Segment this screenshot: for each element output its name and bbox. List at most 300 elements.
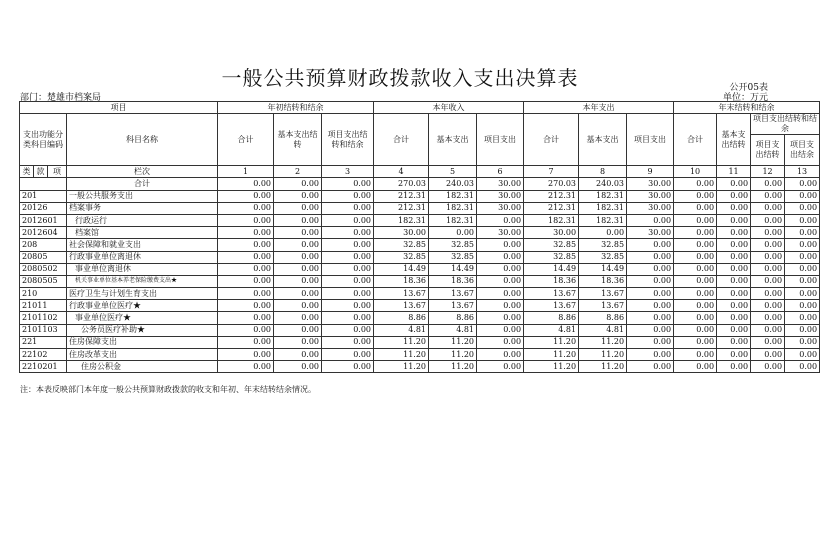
row-value: 0.00: [218, 288, 274, 300]
row-value: 0.00: [429, 227, 477, 239]
row-value: 0.00: [717, 251, 751, 263]
row-value: 0.00: [477, 251, 524, 263]
row-value: 0.00: [785, 263, 820, 275]
row-value: 32.85: [429, 251, 477, 263]
table-row: [20, 214, 820, 226]
row-value: 32.85: [579, 251, 627, 263]
row-value: 0.00: [717, 312, 751, 324]
col-number: 7: [524, 166, 579, 178]
row-value: 0.00: [218, 361, 274, 373]
row-value: 0.00: [785, 300, 820, 312]
row-code: [20, 178, 67, 190]
row-value: 0.00: [674, 202, 717, 214]
col-number: 6: [477, 166, 524, 178]
row-value: 0.00: [785, 227, 820, 239]
row-subject-name: 行政运行: [67, 214, 218, 226]
row-value: 0.00: [274, 349, 322, 361]
row-value: 0.00: [477, 263, 524, 275]
row-value: 0.00: [785, 214, 820, 226]
table-row: [20, 178, 820, 190]
row-value: 30.00: [477, 202, 524, 214]
row-value: 0.00: [274, 275, 322, 287]
row-code: 2210201: [20, 361, 67, 373]
row-value: 0.00: [674, 324, 717, 336]
row-value: 0.00: [717, 349, 751, 361]
row-value: 0.00: [751, 178, 785, 190]
row-value: 0.00: [717, 227, 751, 239]
row-value: 11.20: [374, 361, 429, 373]
row-value: 0.00: [218, 336, 274, 348]
row-value: 30.00: [524, 227, 579, 239]
row-value: 0.00: [218, 202, 274, 214]
row-value: 0.00: [751, 227, 785, 239]
row-value: 0.00: [674, 288, 717, 300]
table-row: [20, 227, 820, 239]
row-value: 0.00: [627, 361, 674, 373]
row-value: 0.00: [627, 251, 674, 263]
row-value: 0.00: [785, 239, 820, 251]
col-number: 10: [674, 166, 717, 178]
row-code: 221: [20, 336, 67, 348]
row-value: 0.00: [717, 336, 751, 348]
row-value: 0.00: [751, 190, 785, 202]
row-value: 11.20: [579, 361, 627, 373]
row-value: 0.00: [674, 251, 717, 263]
row-subject-name: 事业单位医疗★: [67, 312, 218, 324]
row-value: 0.00: [322, 263, 374, 275]
row-value: 0.00: [274, 214, 322, 226]
row-value: 32.85: [524, 239, 579, 251]
row-value: 0.00: [674, 263, 717, 275]
row-value: 0.00: [218, 300, 274, 312]
row-value: 0.00: [717, 202, 751, 214]
row-value: 0.00: [627, 263, 674, 275]
footnote: 注：本表反映部门本年度一般公共预算财政拨款的收支和年初、年末结转结余情况。: [20, 385, 316, 394]
row-value: 0.00: [274, 239, 322, 251]
row-code: 2101103: [20, 324, 67, 336]
row-subject-name: 机关事业单位基本养老保险缴费支出★: [67, 275, 218, 287]
row-subject-name: 一般公共服务支出: [67, 190, 218, 202]
row-value: 14.49: [429, 263, 477, 275]
row-value: 8.86: [374, 312, 429, 324]
row-value: 0.00: [322, 349, 374, 361]
row-value: 0.00: [218, 263, 274, 275]
table-row: [20, 202, 820, 214]
row-value: 13.67: [579, 288, 627, 300]
col-number: 12: [751, 166, 785, 178]
row-value: 0.00: [627, 336, 674, 348]
col-number: 3: [322, 166, 374, 178]
header-closing-total: 合计: [674, 114, 717, 166]
row-value: 240.03: [579, 178, 627, 190]
row-value: 0.00: [785, 324, 820, 336]
row-value: 0.00: [274, 251, 322, 263]
row-value: 0.00: [785, 202, 820, 214]
row-value: 0.00: [477, 300, 524, 312]
row-value: 11.20: [524, 349, 579, 361]
row-code: 20126: [20, 202, 67, 214]
header-lei: 类: [20, 166, 34, 178]
row-value: 0.00: [717, 275, 751, 287]
row-value: 0.00: [477, 288, 524, 300]
row-value: 0.00: [785, 288, 820, 300]
row-value: 18.36: [374, 275, 429, 287]
header-func-code: 支出功能分类科目编码: [20, 114, 67, 166]
row-value: 240.03: [429, 178, 477, 190]
row-value: 0.00: [274, 227, 322, 239]
row-value: 0.00: [477, 349, 524, 361]
row-value: 0.00: [477, 336, 524, 348]
row-value: 8.86: [524, 312, 579, 324]
header-closing-basic: 基本支出结转: [717, 114, 751, 166]
row-value: 0.00: [477, 312, 524, 324]
row-subject-name: 医疗卫生与计划生育支出: [67, 288, 218, 300]
row-value: 0.00: [218, 324, 274, 336]
row-value: 14.49: [524, 263, 579, 275]
row-subject-name: 行政事业单位医疗★: [67, 300, 218, 312]
row-value: 0.00: [218, 312, 274, 324]
row-value: 0.00: [322, 288, 374, 300]
col-number: 8: [579, 166, 627, 178]
header-income-project: 项目支出: [477, 114, 524, 166]
row-value: 0.00: [322, 190, 374, 202]
row-value: 0.00: [218, 349, 274, 361]
row-value: 0.00: [785, 349, 820, 361]
row-value: 0.00: [785, 275, 820, 287]
row-value: 182.31: [374, 214, 429, 226]
row-value: 0.00: [322, 251, 374, 263]
row-code: 22102: [20, 349, 67, 361]
row-code: 21011: [20, 300, 67, 312]
col-number: 1: [218, 166, 274, 178]
row-value: 32.85: [579, 239, 627, 251]
row-subject-name: 社会保障和就业支出: [67, 239, 218, 251]
row-value: 18.36: [524, 275, 579, 287]
row-value: 0.00: [751, 263, 785, 275]
row-value: 0.00: [477, 214, 524, 226]
header-lanci: 栏次: [67, 166, 218, 178]
row-subject-name: 住房保障支出: [67, 336, 218, 348]
unit-label: 单位：万元: [722, 93, 768, 103]
header-expense-project: 项目支出: [627, 114, 674, 166]
row-value: 18.36: [579, 275, 627, 287]
row-value: 30.00: [477, 227, 524, 239]
row-value: 30.00: [627, 190, 674, 202]
row-value: 0.00: [274, 190, 322, 202]
row-value: 182.31: [429, 202, 477, 214]
row-value: 0.00: [579, 227, 627, 239]
col-number: 13: [785, 166, 820, 178]
row-value: 0.00: [785, 336, 820, 348]
row-code: 208: [20, 239, 67, 251]
row-value: 0.00: [218, 227, 274, 239]
row-value: 4.81: [374, 324, 429, 336]
row-value: 0.00: [274, 312, 322, 324]
row-value: 8.86: [579, 312, 627, 324]
row-value: 0.00: [477, 239, 524, 251]
row-value: 182.31: [429, 214, 477, 226]
table-row: [20, 275, 820, 287]
row-value: 11.20: [429, 336, 477, 348]
row-value: 0.00: [627, 239, 674, 251]
row-value: 11.20: [429, 361, 477, 373]
row-value: 11.20: [429, 349, 477, 361]
header-expense: 本年支出: [524, 102, 674, 114]
row-code: 2080505: [20, 275, 67, 287]
header-expense-total: 合计: [524, 114, 579, 166]
row-value: 32.85: [524, 251, 579, 263]
row-value: 0.00: [218, 178, 274, 190]
row-value: 0.00: [785, 178, 820, 190]
row-value: 270.03: [374, 178, 429, 190]
department-label: 部门：楚雄市档案局: [20, 93, 102, 103]
row-value: 0.00: [322, 336, 374, 348]
table-row: [20, 336, 820, 348]
row-value: 30.00: [627, 227, 674, 239]
row-value: 0.00: [674, 312, 717, 324]
row-value: 0.00: [322, 275, 374, 287]
row-value: 0.00: [322, 239, 374, 251]
col-number: 2: [274, 166, 322, 178]
header-income: 本年收入: [374, 102, 524, 114]
row-value: 0.00: [751, 251, 785, 263]
row-value: 0.00: [717, 190, 751, 202]
row-value: 0.00: [751, 288, 785, 300]
table-row: [20, 251, 820, 263]
row-value: 13.67: [429, 300, 477, 312]
row-value: 0.00: [627, 349, 674, 361]
row-value: 0.00: [751, 202, 785, 214]
row-value: 0.00: [477, 275, 524, 287]
row-code: 201: [20, 190, 67, 202]
row-value: 0.00: [274, 324, 322, 336]
row-value: 30.00: [477, 190, 524, 202]
row-value: 4.81: [579, 324, 627, 336]
row-value: 0.00: [751, 312, 785, 324]
row-value: 0.00: [785, 361, 820, 373]
row-value: 0.00: [627, 312, 674, 324]
row-value: 0.00: [322, 227, 374, 239]
row-value: 32.85: [374, 251, 429, 263]
row-value: 0.00: [717, 324, 751, 336]
row-value: 0.00: [674, 275, 717, 287]
row-value: 11.20: [579, 349, 627, 361]
row-value: 0.00: [627, 214, 674, 226]
row-value: 0.00: [785, 251, 820, 263]
col-number: 5: [429, 166, 477, 178]
row-value: 212.31: [524, 202, 579, 214]
row-value: 0.00: [751, 349, 785, 361]
row-value: 0.00: [274, 288, 322, 300]
row-value: 0.00: [627, 300, 674, 312]
row-subject-name: 合计: [67, 178, 218, 190]
row-value: 0.00: [218, 251, 274, 263]
row-value: 4.81: [429, 324, 477, 336]
row-value: 0.00: [627, 324, 674, 336]
budget-table: [19, 101, 820, 373]
table-header: [20, 102, 820, 178]
row-value: 0.00: [274, 263, 322, 275]
table-row: [20, 300, 820, 312]
row-value: 13.67: [579, 300, 627, 312]
row-value: 0.00: [477, 324, 524, 336]
header-opening-project: 项目支出结转和结余: [322, 114, 374, 166]
row-value: 0.00: [674, 349, 717, 361]
row-value: 182.31: [524, 214, 579, 226]
table-row: [20, 239, 820, 251]
row-value: 14.49: [374, 263, 429, 275]
row-value: 212.31: [524, 190, 579, 202]
row-value: 0.00: [674, 361, 717, 373]
row-value: 0.00: [218, 190, 274, 202]
row-value: 32.85: [374, 239, 429, 251]
row-value: 0.00: [627, 275, 674, 287]
row-value: 0.00: [674, 178, 717, 190]
row-value: 0.00: [674, 300, 717, 312]
row-value: 0.00: [274, 300, 322, 312]
row-value: 14.49: [579, 263, 627, 275]
row-value: 0.00: [274, 361, 322, 373]
row-subject-name: 档案馆: [67, 227, 218, 239]
row-value: 0.00: [674, 239, 717, 251]
header-project-balance: 项目支出结余: [785, 135, 820, 166]
row-value: 0.00: [322, 300, 374, 312]
header-income-basic: 基本支出: [429, 114, 477, 166]
row-value: 0.00: [751, 214, 785, 226]
row-value: 18.36: [429, 275, 477, 287]
row-value: 0.00: [751, 361, 785, 373]
row-value: 0.00: [274, 202, 322, 214]
row-subject-name: 住房公积金: [67, 361, 218, 373]
row-value: 182.31: [579, 202, 627, 214]
row-value: 13.67: [374, 288, 429, 300]
row-code: 2080502: [20, 263, 67, 275]
row-value: 0.00: [674, 227, 717, 239]
row-value: 11.20: [374, 349, 429, 361]
header-income-total: 合计: [374, 114, 429, 166]
row-value: 0.00: [322, 178, 374, 190]
table-row: [20, 361, 820, 373]
row-value: 0.00: [274, 336, 322, 348]
row-value: 0.00: [477, 361, 524, 373]
row-value: 13.67: [374, 300, 429, 312]
row-value: 0.00: [717, 214, 751, 226]
row-value: 0.00: [674, 190, 717, 202]
row-value: 182.31: [579, 190, 627, 202]
form-code: 公开05表: [729, 83, 768, 93]
row-value: 0.00: [751, 336, 785, 348]
header-item: 项目: [20, 102, 218, 114]
table-row: [20, 349, 820, 361]
row-value: 0.00: [717, 361, 751, 373]
row-value: 0.00: [627, 288, 674, 300]
row-subject-name: 公务员医疗补助★: [67, 324, 218, 336]
row-value: 0.00: [785, 190, 820, 202]
row-subject-name: 行政事业单位离退休: [67, 251, 218, 263]
row-value: 212.31: [374, 202, 429, 214]
row-value: 0.00: [785, 312, 820, 324]
row-value: 0.00: [717, 178, 751, 190]
row-value: 0.00: [751, 324, 785, 336]
row-value: 0.00: [274, 178, 322, 190]
header-closing-project-group: 项目支出结转和结余: [751, 114, 820, 135]
header-opening-total: 合计: [218, 114, 274, 166]
header-xiang: 项: [48, 166, 67, 178]
col-number: 9: [627, 166, 674, 178]
row-value: 0.00: [322, 214, 374, 226]
row-code: 20805: [20, 251, 67, 263]
header-expense-basic: 基本支出: [579, 114, 627, 166]
row-value: 0.00: [674, 214, 717, 226]
row-value: 0.00: [674, 336, 717, 348]
row-value: 0.00: [322, 324, 374, 336]
table-row: [20, 312, 820, 324]
row-value: 0.00: [717, 288, 751, 300]
page-title: 一般公共预算财政拨款收入支出决算表: [221, 66, 579, 90]
row-code: 2101102: [20, 312, 67, 324]
row-value: 182.31: [429, 190, 477, 202]
row-value: 11.20: [524, 361, 579, 373]
row-value: 30.00: [627, 178, 674, 190]
row-value: 0.00: [218, 275, 274, 287]
row-value: 0.00: [322, 202, 374, 214]
row-value: 11.20: [524, 336, 579, 348]
row-value: 0.00: [218, 214, 274, 226]
row-value: 4.81: [524, 324, 579, 336]
row-code: 2012601: [20, 214, 67, 226]
header-project-carry: 项目支出结转: [751, 135, 785, 166]
row-value: 270.03: [524, 178, 579, 190]
row-value: 0.00: [717, 300, 751, 312]
row-subject-name: 住房改革支出: [67, 349, 218, 361]
row-value: 32.85: [429, 239, 477, 251]
row-value: 13.67: [429, 288, 477, 300]
header-opening-basic: 基本支出结转: [274, 114, 322, 166]
row-value: 182.31: [579, 214, 627, 226]
row-subject-name: 档案事务: [67, 202, 218, 214]
table-body: [20, 178, 820, 373]
row-value: 8.86: [429, 312, 477, 324]
row-value: 0.00: [751, 239, 785, 251]
header-opening: 年初结转和结余: [218, 102, 374, 114]
table-row: [20, 263, 820, 275]
table-row: [20, 190, 820, 202]
row-value: 11.20: [374, 336, 429, 348]
col-number: 4: [374, 166, 429, 178]
header-closing: 年末结转和结余: [674, 102, 820, 114]
row-value: 0.00: [322, 361, 374, 373]
header-subject-name: 科目名称: [67, 114, 218, 166]
row-value: 0.00: [751, 300, 785, 312]
row-value: 30.00: [477, 178, 524, 190]
row-value: 11.20: [579, 336, 627, 348]
row-value: 0.00: [322, 312, 374, 324]
row-value: 0.00: [751, 275, 785, 287]
row-value: 0.00: [717, 263, 751, 275]
row-code: 2012604: [20, 227, 67, 239]
row-subject-name: 事业单位离退休: [67, 263, 218, 275]
table-row: [20, 324, 820, 336]
row-value: 30.00: [374, 227, 429, 239]
col-number: 11: [717, 166, 751, 178]
row-value: 212.31: [374, 190, 429, 202]
row-value: 0.00: [717, 239, 751, 251]
row-value: 13.67: [524, 300, 579, 312]
row-value: 30.00: [627, 202, 674, 214]
row-code: 210: [20, 288, 67, 300]
row-value: 13.67: [524, 288, 579, 300]
header-kuan: 款: [34, 166, 48, 178]
